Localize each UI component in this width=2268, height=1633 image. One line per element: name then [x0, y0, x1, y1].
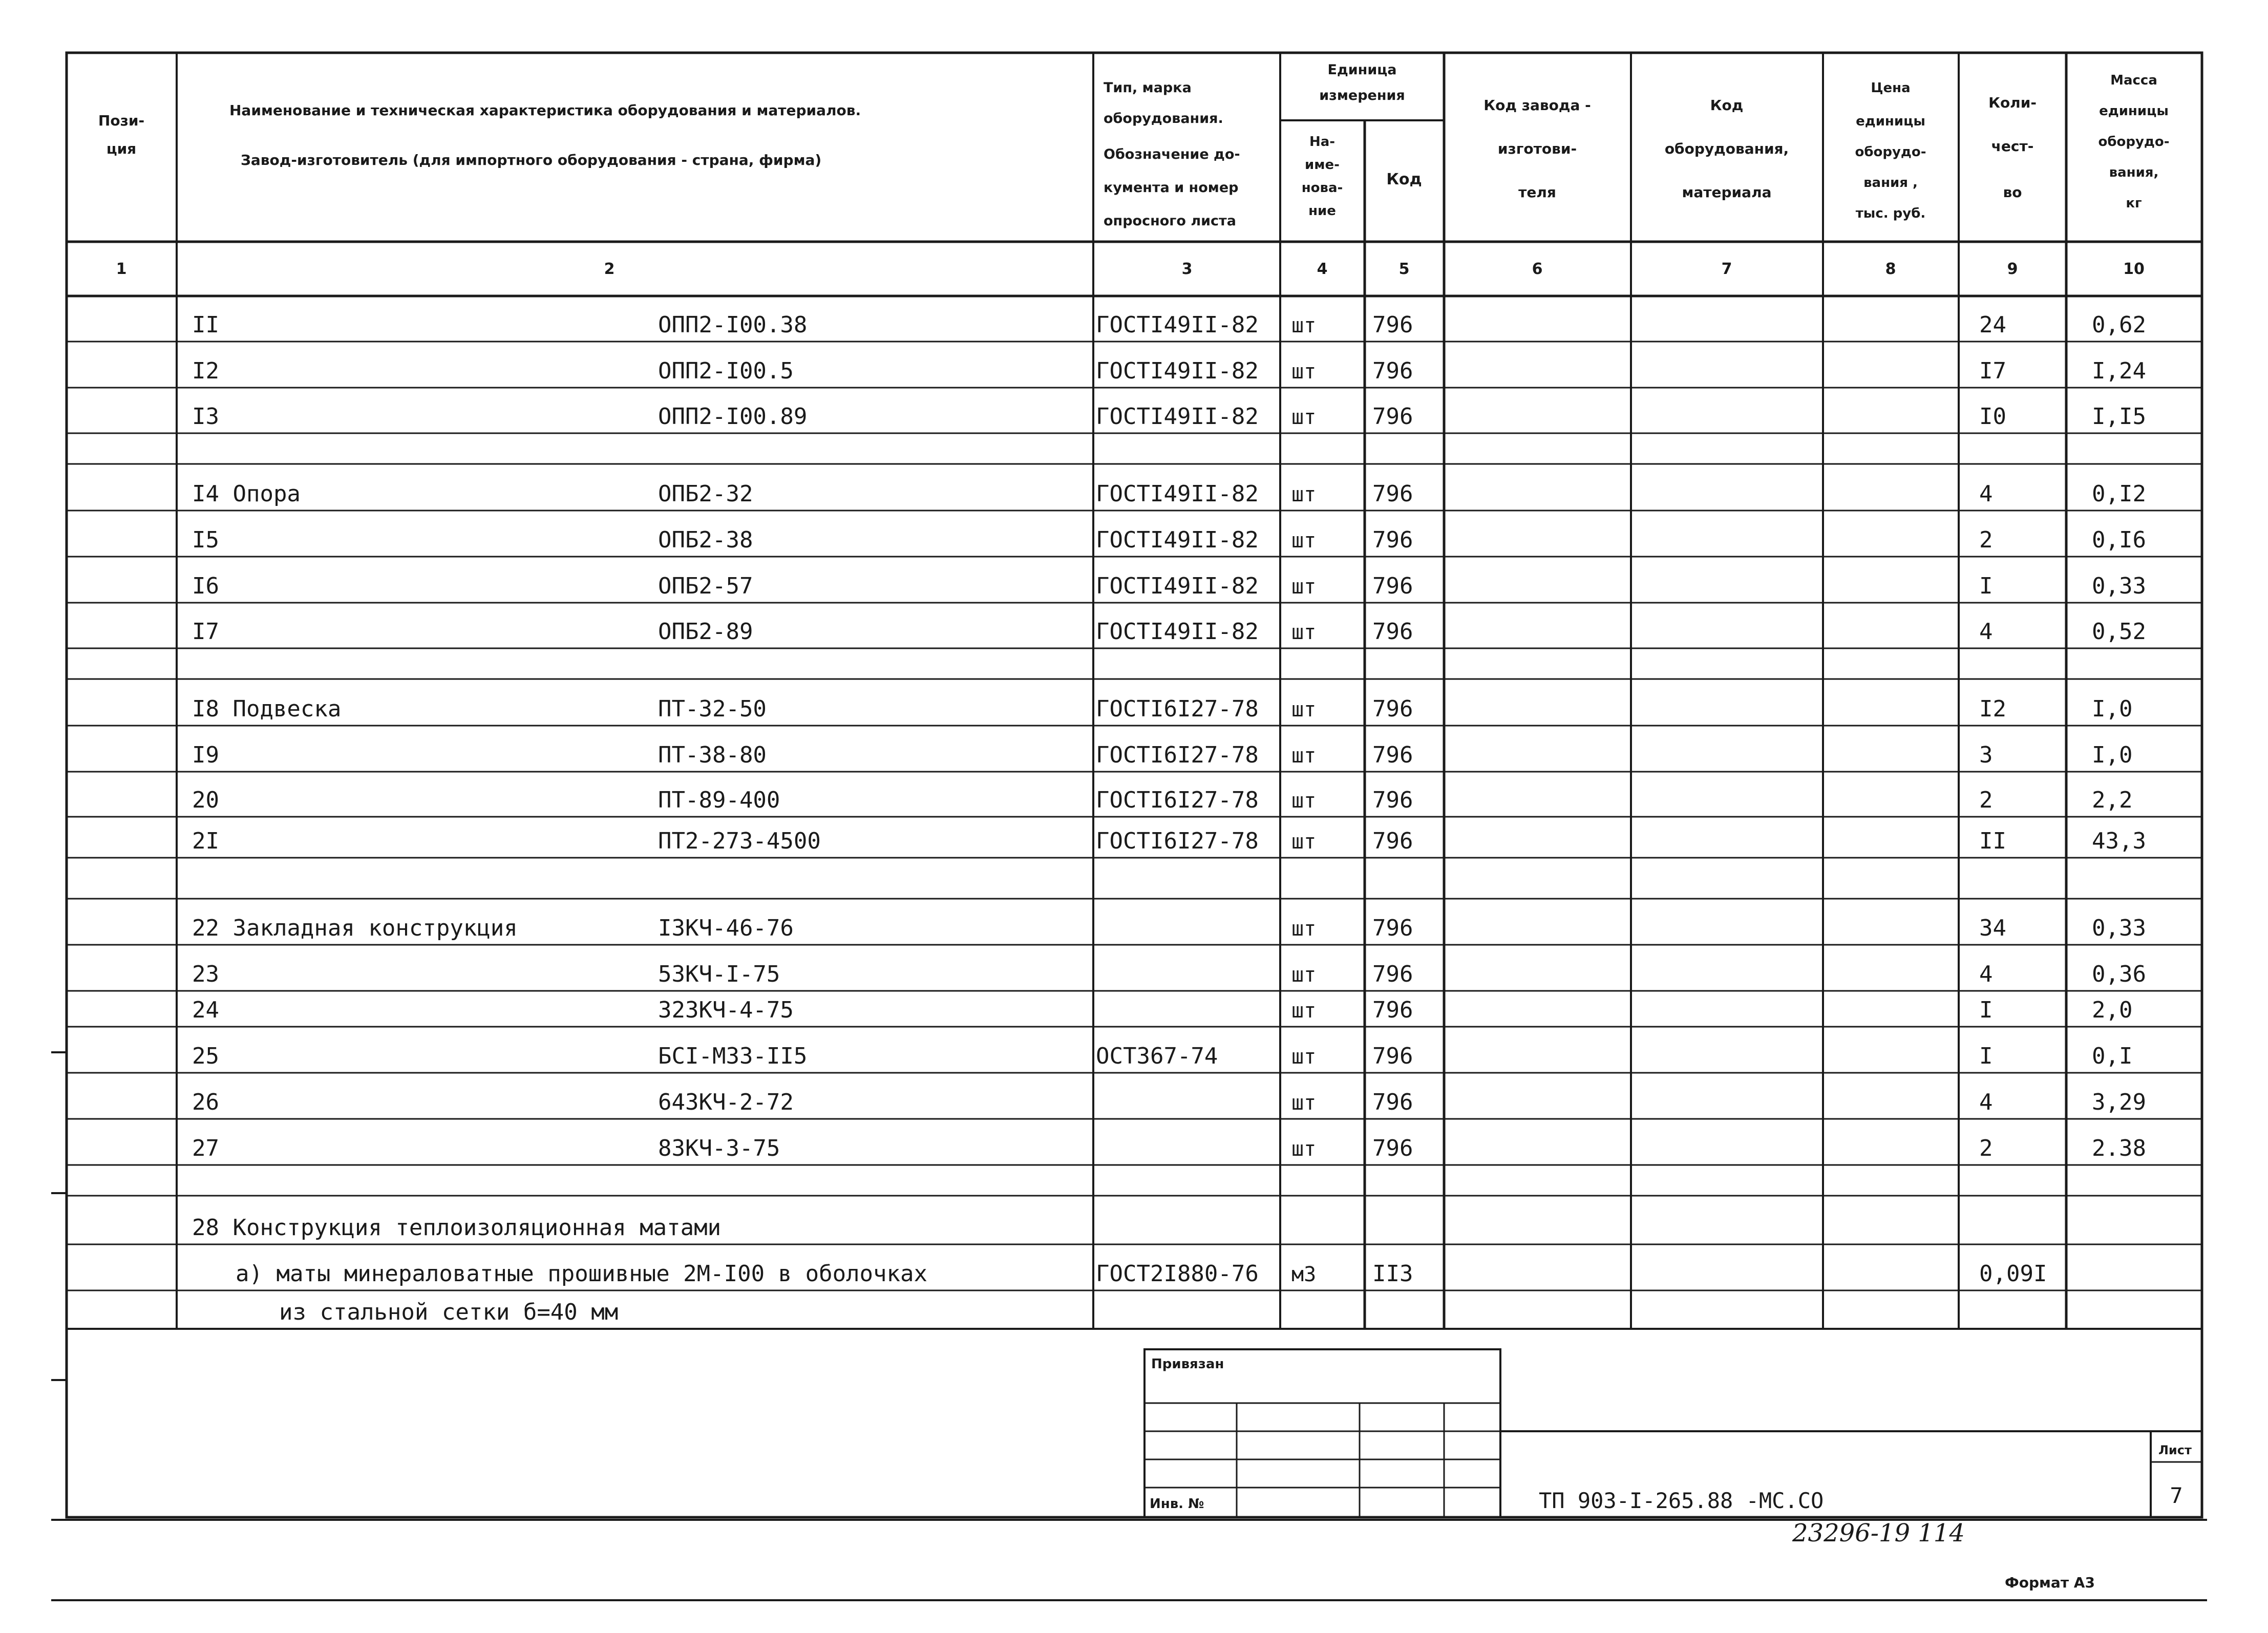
header-units-group: Единица измерения: [1319, 62, 1405, 103]
table-row: [67, 961, 2202, 991]
item-mark: БСI-М33-II5: [658, 1043, 808, 1069]
item-mark: 323КЧ-4-75: [658, 997, 794, 1023]
quantity: 4: [1979, 619, 1993, 645]
table-grid: [67, 53, 2202, 1329]
item-name: I4 Опора: [192, 481, 301, 507]
table-row: [67, 1043, 2202, 1073]
unit-name: шт: [1291, 744, 1317, 768]
unit-code: 796: [1372, 481, 1413, 507]
table-row: [67, 1215, 2202, 1244]
item-document: ГОСТI6I27-78: [1096, 696, 1259, 722]
column-number: 6: [1532, 260, 1543, 278]
quantity: 3: [1979, 742, 1993, 768]
unit-name: шт: [1291, 963, 1317, 987]
item-document: ГОСТI6I27-78: [1096, 828, 1259, 854]
table-row: [67, 404, 2202, 433]
header-col9: Коли-чест-во: [1988, 94, 2037, 201]
table-row: [67, 828, 2202, 858]
table-row: [67, 573, 2202, 603]
table-header: [98, 62, 2170, 229]
item-document: ГОСТI49II-82: [1096, 404, 1259, 430]
table-row: [67, 696, 2202, 726]
table-row: [67, 527, 2202, 557]
quantity: 4: [1979, 481, 1993, 507]
item-name: 2I: [192, 828, 219, 854]
item-name: 28 Конструкция теплоизоляционная матами: [192, 1215, 722, 1241]
item-document: ГОСТI49II-82: [1096, 358, 1259, 384]
table-row: [67, 1261, 2202, 1290]
item-name: I2: [192, 358, 219, 384]
item-mark: ПТ-89-400: [658, 787, 780, 813]
item-name: 26: [192, 1089, 219, 1115]
column-number: 4: [1317, 260, 1328, 278]
quantity: I: [1979, 1043, 1993, 1069]
item-name: а) маты минераловатные прошивные 2М-I00 в оболочках: [236, 1261, 928, 1287]
item-name: 25: [192, 1043, 219, 1069]
quantity: I0: [1979, 404, 2006, 430]
unit-mass: 2,0: [2092, 997, 2133, 1023]
item-name: I9: [192, 742, 219, 768]
item-document: ОСТ367-74: [1096, 1043, 1218, 1069]
unit-code: 796: [1372, 1135, 1413, 1161]
table-row: [67, 997, 2202, 1027]
header-col10: Масса единицы оборудо-вания, кг: [2098, 73, 2170, 211]
table-row: [67, 1135, 2202, 1165]
item-document: ГОСТI6I27-78: [1096, 742, 1259, 768]
item-mark: ОПП2-I00.5: [658, 358, 794, 384]
unit-name: шт: [1291, 830, 1317, 854]
column-number: 5: [1398, 260, 1410, 278]
unit-code: 796: [1372, 1043, 1413, 1069]
item-name: 20: [192, 787, 219, 813]
column-number: 10: [2123, 260, 2145, 278]
item-name: из стальной сетки б=40 мм: [279, 1299, 619, 1325]
header-col2-line1: Наименование и техническая характеристика оборудования и материалов.: [229, 102, 861, 119]
item-mark: ОПБ2-89: [658, 619, 753, 645]
item-name: 23: [192, 961, 219, 987]
quantity: II: [1979, 828, 2006, 854]
quantity: 4: [1979, 961, 1993, 987]
item-mark: ОПП2-I00.89: [658, 404, 808, 430]
unit-name: шт: [1291, 314, 1317, 337]
item-mark: ОПБ2-57: [658, 573, 753, 599]
unit-name: шт: [1291, 483, 1317, 506]
item-mark: ПТ-32-50: [658, 696, 767, 722]
unit-mass: 43,3: [2092, 828, 2146, 854]
unit-mass: 0,I: [2092, 1043, 2133, 1069]
item-mark: ОПП2-I00.38: [658, 312, 808, 338]
unit-code: 796: [1372, 404, 1413, 430]
quantity: 0,09I: [1979, 1261, 2047, 1287]
unit-name: шт: [1291, 698, 1317, 722]
item-document: ГОСТI49II-82: [1096, 573, 1259, 599]
item-mark: I3КЧ-46-76: [658, 915, 794, 941]
column-number: 3: [1181, 260, 1193, 278]
unit-mass: 0,52: [2092, 619, 2146, 645]
unit-code: 796: [1372, 997, 1413, 1023]
title-block: [1144, 1349, 2202, 1591]
header-col2-line2: Завод-изготовитель (для импортного оборудования - страна, фирма): [241, 152, 822, 168]
item-mark: ОПБ2-38: [658, 527, 753, 553]
item-mark: ПТ-38-80: [658, 742, 767, 768]
quantity: 24: [1979, 312, 2006, 338]
header-col1: Пози-ция: [98, 112, 145, 157]
unit-name: шт: [1291, 406, 1317, 429]
item-document: ГОСТI49II-82: [1096, 481, 1259, 507]
unit-name: шт: [1291, 575, 1317, 599]
unit-name: шт: [1291, 1137, 1317, 1161]
item-document: ГОСТ2I880-76: [1096, 1261, 1259, 1287]
quantity: 4: [1979, 1089, 1993, 1115]
table-row: [67, 1299, 2202, 1329]
column-number: 1: [116, 260, 127, 278]
unit-mass: I,0: [2092, 742, 2133, 768]
item-mark: ОПБ2-32: [658, 481, 753, 507]
quantity: I7: [1979, 358, 2006, 384]
unit-code: 796: [1372, 742, 1413, 768]
unit-code: 796: [1372, 915, 1413, 941]
quantity: 34: [1979, 915, 2006, 941]
column-number: 2: [604, 260, 615, 278]
unit-name: м3: [1291, 1263, 1317, 1286]
item-mark: 643КЧ-2-72: [658, 1089, 794, 1115]
unit-mass: 0,62: [2092, 312, 2146, 338]
column-number: 8: [1885, 260, 1896, 278]
item-document: ГОСТI49II-82: [1096, 619, 1259, 645]
unit-name: шт: [1291, 999, 1317, 1023]
item-mark: 83КЧ-3-75: [658, 1135, 780, 1161]
unit-mass: I,I5: [2092, 404, 2146, 430]
unit-mass: I,0: [2092, 696, 2133, 722]
unit-code: II3: [1372, 1261, 1413, 1287]
unit-name: шт: [1291, 360, 1317, 384]
item-name: I3: [192, 404, 219, 430]
table-row: [67, 358, 2202, 388]
table-row: [67, 787, 2202, 817]
table-row: [67, 481, 2202, 511]
unit-code: 796: [1372, 787, 1413, 813]
unit-mass: 0,I2: [2092, 481, 2146, 507]
header-col8: Цена единицы оборудо-вания , тыс. руб.: [1855, 80, 1926, 221]
item-document: ГОСТI6I27-78: [1096, 787, 1259, 813]
table-body: [67, 312, 2202, 1329]
unit-code: 796: [1372, 358, 1413, 384]
unit-mass: 2.38: [2092, 1135, 2146, 1161]
header-col7: Код оборудования, материала: [1664, 97, 1789, 201]
unit-code: 796: [1372, 573, 1413, 599]
column-number: 9: [2007, 260, 2018, 278]
unit-mass: 3,29: [2092, 1089, 2146, 1115]
item-name: 22 Закладная конструкция: [192, 915, 518, 941]
unit-code: 796: [1372, 961, 1413, 987]
column-number: 7: [1721, 260, 1732, 278]
item-name: I6: [192, 573, 219, 599]
unit-mass: 2,2: [2092, 787, 2133, 813]
unit-code: 796: [1372, 696, 1413, 722]
item-name: 27: [192, 1135, 219, 1161]
unit-code: 796: [1372, 312, 1413, 338]
unit-name: шт: [1291, 529, 1317, 553]
quantity: 2: [1979, 1135, 1993, 1161]
unit-mass: I,24: [2092, 358, 2146, 384]
item-name: I5: [192, 527, 219, 553]
quantity: 2: [1979, 527, 1993, 553]
unit-code: 796: [1372, 527, 1413, 553]
handwritten-archive-number: 23296-19 114: [1792, 1519, 1965, 1547]
header-col4: На-име-нова-ние: [1301, 134, 1343, 219]
unit-mass: 0,33: [2092, 573, 2146, 599]
table-row: [67, 619, 2202, 648]
quantity: I2: [1979, 696, 2006, 722]
unit-code: 796: [1372, 619, 1413, 645]
item-mark: 53КЧ-I-75: [658, 961, 780, 987]
item-name: 24: [192, 997, 219, 1023]
item-mark: ПТ2-273-4500: [658, 828, 821, 854]
table-row: [67, 1089, 2202, 1119]
unit-name: шт: [1291, 1091, 1317, 1115]
table-row: [67, 312, 2202, 342]
unit-name: шт: [1291, 1045, 1317, 1069]
unit-mass: 0,36: [2092, 961, 2146, 987]
header-col3: Тип, марка оборудования. Обозначение до-кумента и номер опросного листа: [1104, 80, 1240, 229]
header-col6: Код завода -изготови-теля: [1483, 97, 1591, 201]
sheet-number: 7: [2170, 1483, 2183, 1508]
format-label: Формат А3: [2005, 1574, 2095, 1591]
table-row: [67, 742, 2202, 772]
sheet-frame: [51, 53, 2207, 1600]
quantity: 2: [1979, 787, 1993, 813]
item-document: ГОСТI49II-82: [1096, 312, 1259, 338]
inventory-number-label: Инв. №: [1150, 1496, 1204, 1512]
unit-name: шт: [1291, 621, 1317, 644]
attached-label: Привязан: [1151, 1356, 1224, 1372]
unit-mass: 0,33: [2092, 915, 2146, 941]
unit-mass: 0,I6: [2092, 527, 2146, 553]
header-col5: Код: [1386, 171, 1422, 188]
unit-name: шт: [1291, 917, 1317, 941]
item-document: ГОСТI49II-82: [1096, 527, 1259, 553]
table-row: [67, 915, 2202, 945]
unit-code: 796: [1372, 1089, 1413, 1115]
item-name: I7: [192, 619, 219, 645]
item-name: I8 Подвеска: [192, 696, 342, 722]
column-numbers-row: [116, 260, 2145, 278]
quantity: I: [1979, 997, 1993, 1023]
document-code: ТП 903-I-265.88 -МС.СО: [1539, 1488, 1824, 1513]
unit-name: шт: [1291, 789, 1317, 813]
item-name: II: [192, 312, 219, 338]
quantity: I: [1979, 573, 1993, 599]
sheet-label: Лист: [2158, 1443, 2192, 1457]
unit-code: 796: [1372, 828, 1413, 854]
